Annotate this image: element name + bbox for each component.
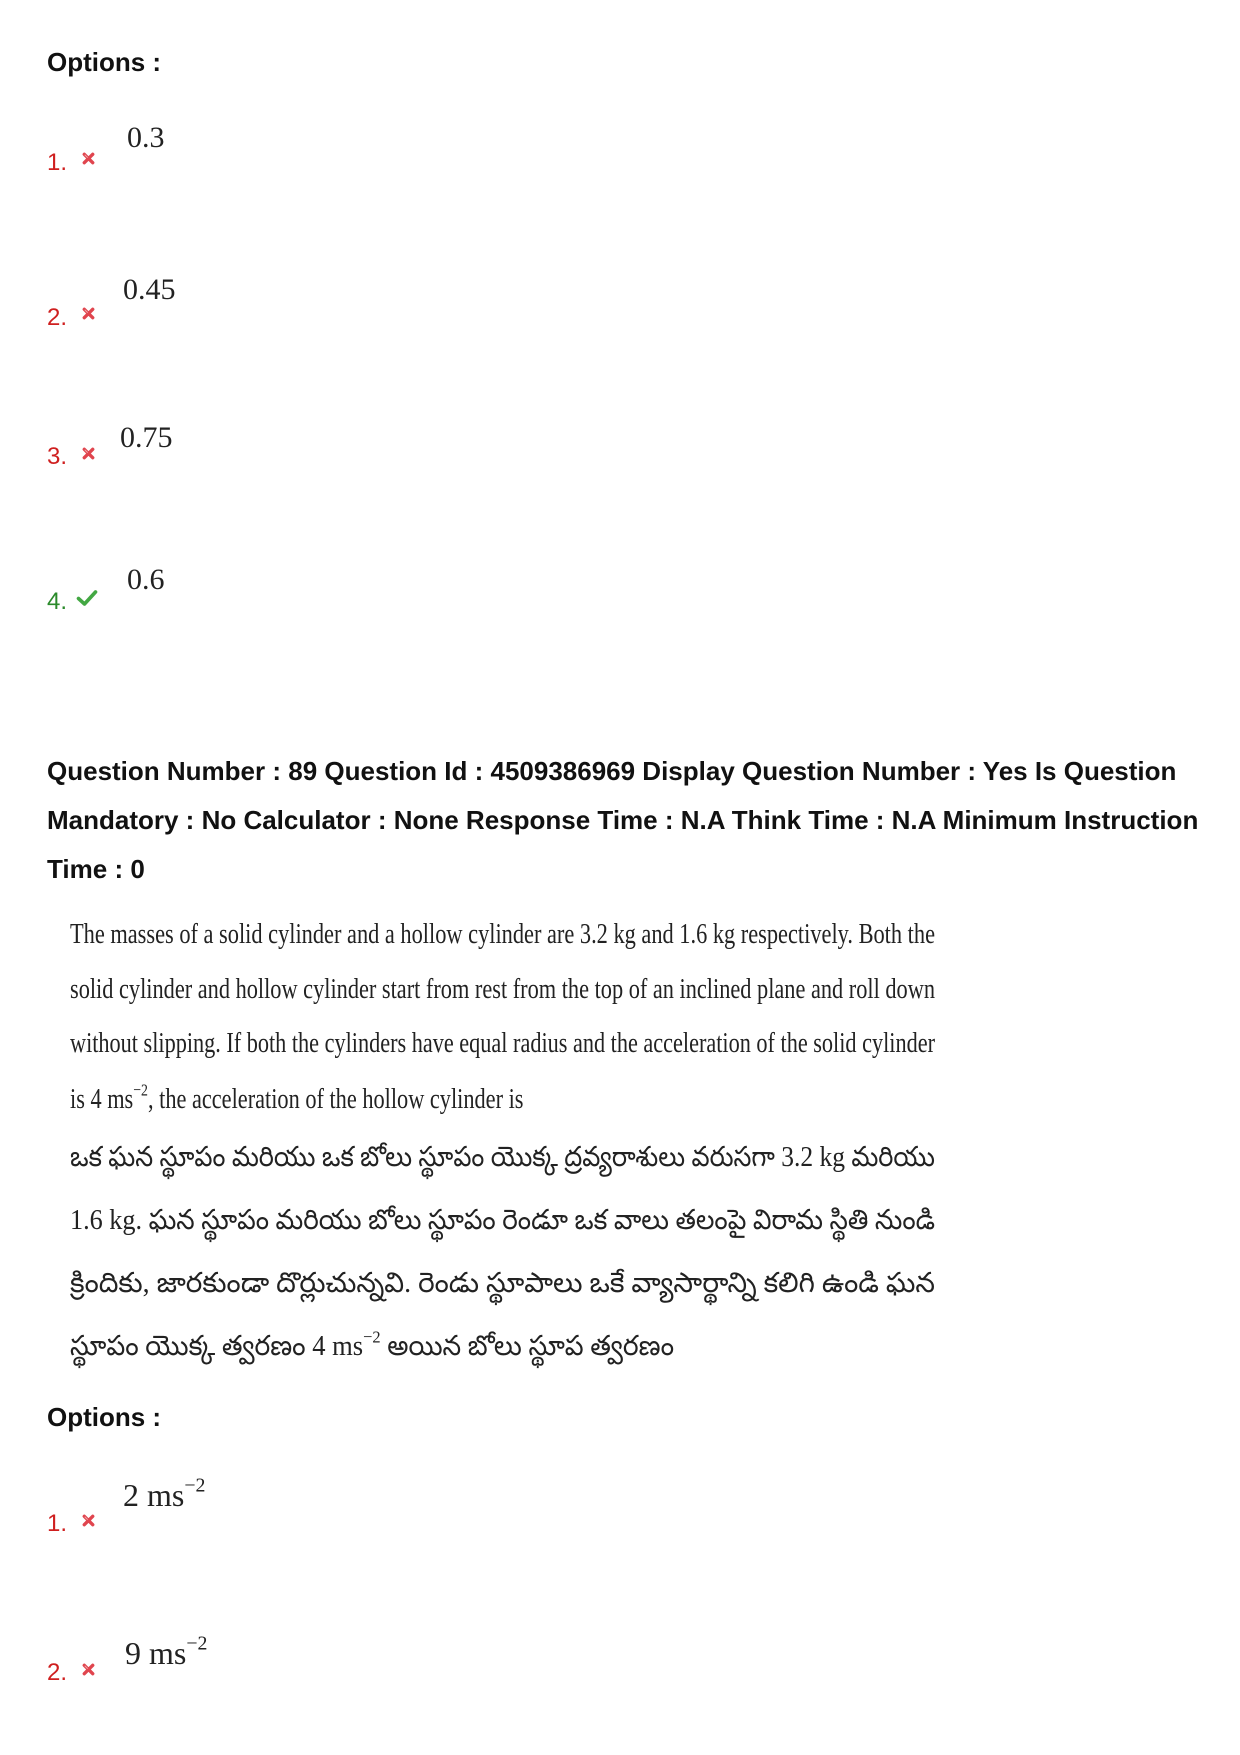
question-line-text: అయిన బోలు స్థూప త్వరణం bbox=[380, 1331, 675, 1362]
question-line-content bbox=[70, 1072, 523, 1127]
exponent-superscript: −2 bbox=[133, 1080, 148, 1100]
option-4 bbox=[0, 562, 320, 642]
options-heading: Options : bbox=[47, 47, 162, 77]
option-number: 3. bbox=[47, 443, 68, 470]
cross-icon-graphic bbox=[81, 306, 96, 321]
exponent-superscript: −2 bbox=[184, 1474, 206, 1497]
cross-icon-graphic bbox=[81, 1513, 96, 1528]
option-value bbox=[123, 1474, 206, 1513]
option-value: 0.3 bbox=[127, 121, 165, 154]
option-2 bbox=[0, 272, 320, 352]
option-value-text: 9 ms bbox=[125, 1635, 187, 1671]
question-line bbox=[70, 1190, 995, 1252]
cross-icon bbox=[81, 151, 96, 166]
question-line-text: without slipping. If both the cylinders have equal radius and the acceleration of the solid cylinder bbox=[70, 1028, 935, 1059]
question-line bbox=[70, 1253, 938, 1315]
cross-icon-graphic bbox=[81, 446, 96, 461]
option-value: 0.6 bbox=[127, 563, 165, 596]
exponent-superscript: −2 bbox=[186, 1632, 208, 1655]
cross-icon-graphic bbox=[81, 151, 96, 166]
question-line-text: is 4 ms bbox=[70, 1084, 134, 1115]
question-line-text: The masses of a solid cylinder and a hollow cylinder are 3.2 kg and 1.6 kg respectively. Both the bbox=[70, 919, 935, 950]
cross-icon bbox=[81, 446, 96, 461]
options-heading: Options : bbox=[47, 1402, 162, 1432]
option-number: 1. bbox=[47, 1510, 68, 1537]
question-line-content bbox=[70, 1316, 674, 1378]
option-value: 0.45 bbox=[123, 273, 176, 306]
question-line-text: solid cylinder and hollow cylinder start from rest from the top of an inclined plane and roll down bbox=[70, 974, 935, 1005]
option-value-text: 2 ms bbox=[123, 1477, 185, 1513]
question-line bbox=[70, 1127, 1021, 1189]
cross-icon bbox=[81, 306, 96, 321]
option-number: 2. bbox=[47, 304, 68, 331]
question-line bbox=[70, 962, 1155, 1017]
option-1 bbox=[0, 1474, 320, 1557]
question-line bbox=[70, 1316, 708, 1378]
question-line-text: , the acceleration of the hollow cylinder is bbox=[147, 1084, 524, 1115]
question-meta: Question Number : 89 Question Id : 4509386969 Display Question Number : Yes Is Question Mandatory : No Calculator : None Response Time : N.A Think Time : N.A Minimum Instruction Time : 0 bbox=[47, 756, 1199, 884]
option-value: 0.75 bbox=[120, 421, 173, 454]
question-line-text: 1.6 kg. ఘన స్థూపం మరియు బోలు స్థూపం రెండూ ఒక వాలు తలంపై విరామ స్థితి నుండి bbox=[70, 1205, 935, 1236]
option-1 bbox=[0, 120, 320, 200]
option-3 bbox=[0, 420, 320, 500]
check-icon-graphic bbox=[76, 589, 98, 607]
check-icon bbox=[76, 589, 98, 607]
question-line bbox=[70, 1072, 639, 1127]
cross-icon bbox=[81, 1513, 96, 1528]
question-line-text: ఒక ఘన స్థూపం మరియు ఒక బోలు స్థూపం యొక్క ద్రవ్యరాశులు వరుసగా 3.2 kg మరియు bbox=[70, 1142, 935, 1173]
option-value bbox=[125, 1632, 208, 1671]
cross-icon bbox=[81, 1662, 96, 1677]
question-line bbox=[70, 1016, 1159, 1071]
exponent-superscript: −2 bbox=[363, 1327, 381, 1347]
question-line-text: స్థూపం యొక్క త్వరణం 4 ms bbox=[70, 1331, 364, 1362]
option-number: 2. bbox=[47, 1659, 68, 1686]
question-line bbox=[70, 907, 1153, 962]
option-number: 4. bbox=[47, 588, 68, 615]
cross-icon-graphic bbox=[81, 1662, 96, 1677]
question-line-text: క్రిందికు, జారకుండా దొర్లుచున్నవి. రెండు స్థూపాలు ఒకే వ్యాసార్థాన్ని కలిగి ఉండి ఘన bbox=[70, 1268, 935, 1299]
option-2 bbox=[0, 1632, 320, 1715]
option-number: 1. bbox=[47, 149, 68, 176]
